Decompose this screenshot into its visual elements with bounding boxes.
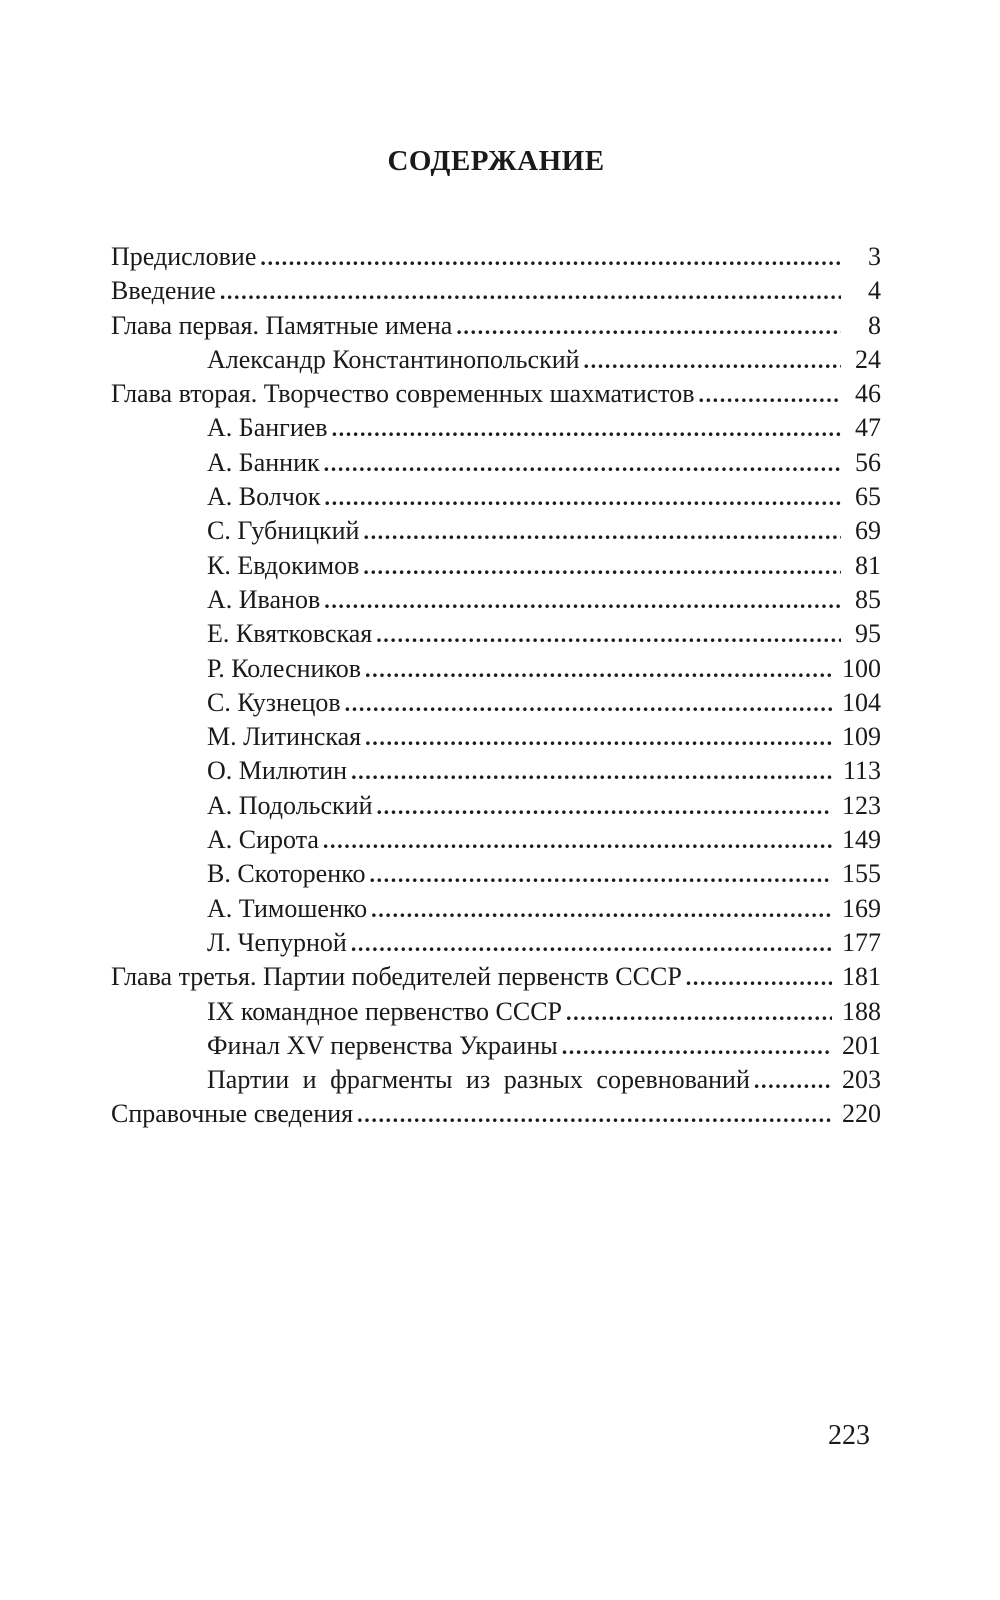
toc-entry (111, 240, 881, 274)
toc-entry-title: А. Волчок (207, 482, 321, 512)
toc-entry (111, 960, 881, 994)
toc-entry-title: Финал XV первенства Украины (207, 1030, 558, 1060)
toc-entry (111, 480, 881, 514)
toc-entry-page: 123 (842, 790, 881, 820)
toc-entry-title: А. Банник (207, 447, 320, 477)
toc-entry-page: 3 (868, 242, 881, 271)
toc-entry-page: 100 (842, 653, 881, 683)
toc-entry (111, 926, 881, 960)
toc-entry-page: 4 (868, 276, 881, 306)
toc-entry-page: 181 (842, 962, 881, 992)
dot-leader (363, 515, 841, 549)
toc-entry-page: 85 (855, 584, 881, 614)
toc-entry-title: Р. Колесников (207, 653, 362, 683)
toc-entry-title: Л. Чепурной (207, 927, 347, 957)
toc-entry (111, 343, 881, 377)
dot-leader (324, 447, 841, 481)
toc-entry-page: 56 (855, 447, 881, 477)
toc-entry-title: С. Кузнецов (207, 687, 341, 717)
toc-entry (111, 857, 881, 891)
toc-entry (111, 652, 881, 686)
toc-entry (111, 720, 881, 754)
toc-entry-page: 149 (842, 825, 881, 855)
toc-entry (111, 617, 881, 651)
page-number: 223 (828, 1420, 870, 1451)
toc-entry (111, 514, 881, 548)
dot-leader (376, 618, 841, 652)
toc-entry (111, 1097, 881, 1131)
toc-entry (111, 274, 881, 308)
toc-entry-title: А. Сирота (207, 825, 319, 855)
dot-leader (351, 755, 833, 789)
toc-entry (111, 754, 881, 788)
toc-entry-page: 169 (842, 893, 881, 923)
toc-entry-title: А. Иванов (207, 584, 321, 614)
dot-leader (365, 653, 832, 687)
toc-entry-title: А. Тимошенко (207, 893, 368, 923)
toc-entry-page: 220 (842, 1099, 881, 1129)
dot-leader (324, 481, 841, 515)
dot-leader (220, 275, 841, 309)
toc-entry-title: Введение (111, 276, 216, 306)
toc-entry-title: Александр Константинопольский (207, 344, 580, 374)
toc-entry (111, 549, 881, 583)
toc-entry-title: Глава третья. Партии победителей первенств СССР (111, 962, 682, 992)
dot-leader (456, 310, 841, 344)
dot-leader (584, 344, 841, 378)
toc-entry (111, 446, 881, 480)
dot-leader (371, 893, 832, 927)
toc-entry (111, 686, 881, 720)
dot-leader (260, 241, 841, 275)
toc-entry-title: Глава вторая. Творчество современных шахматистов (111, 379, 695, 409)
dot-leader (754, 1064, 832, 1098)
toc-entry-title: А. Бангиев (207, 413, 328, 443)
toc-entry-title: Глава первая. Памятные имена (111, 310, 453, 340)
toc-entry (111, 1063, 881, 1097)
toc-entry-page: 155 (842, 859, 881, 889)
toc-entry-page: 69 (855, 516, 881, 546)
toc-entry-title: С. Губницкий (207, 516, 360, 546)
toc-entry-page: 81 (855, 550, 881, 580)
toc-entry-title: Справочные сведения (111, 1099, 354, 1129)
toc-entry-title: К. Евдокимов (207, 550, 360, 580)
dot-leader (363, 550, 841, 584)
toc-entry-title: Предисловие (111, 242, 257, 271)
dot-leader (562, 1030, 832, 1064)
toc-entry-title: А. Подольский (207, 790, 373, 820)
toc-entry-title: Е. Квятковская (207, 619, 373, 649)
toc-entry-title: О. Милютин (207, 756, 348, 786)
toc-entry (111, 377, 881, 411)
toc-entry-page: 188 (842, 996, 881, 1026)
toc-entry-page: 65 (855, 482, 881, 512)
toc-entry (111, 823, 881, 857)
dot-leader (369, 858, 832, 892)
toc-entry-title: М. Литинская (207, 722, 362, 752)
toc-entry-page: 47 (855, 413, 881, 443)
toc-entry (111, 1029, 881, 1063)
toc-entry (111, 583, 881, 617)
toc-entry (111, 892, 881, 926)
dot-leader (324, 584, 841, 618)
toc-entry (111, 995, 881, 1029)
dot-leader (365, 721, 832, 755)
dot-leader (377, 790, 832, 824)
dot-leader (698, 378, 841, 412)
table-of-contents (111, 240, 881, 1132)
dot-leader (357, 1098, 832, 1132)
toc-entry-page: 46 (855, 379, 881, 409)
page-title: СОДЕРЖАНИЕ (387, 145, 605, 178)
toc-entry-page: 104 (842, 687, 881, 717)
toc-entry-page: 24 (855, 344, 881, 374)
dot-leader (686, 961, 832, 995)
toc-entry-page: 109 (842, 722, 881, 752)
toc-entry-page: 95 (855, 619, 881, 649)
toc-entry-title: Партии и фрагменты из разных соревнований (207, 1065, 750, 1095)
toc-entry-page: 201 (842, 1030, 881, 1060)
dot-leader (332, 412, 841, 446)
dot-leader (351, 927, 832, 961)
dot-leader (323, 824, 832, 858)
toc-entry-page: 8 (868, 310, 881, 340)
toc-entry-title: IX командное первенство СССР (207, 996, 562, 1026)
toc-entry (111, 309, 881, 343)
dot-leader (566, 996, 832, 1030)
toc-entry-page: 113 (842, 756, 881, 786)
toc-entry-page: 177 (842, 927, 881, 957)
toc-entry-page: 203 (842, 1065, 881, 1095)
toc-entry (111, 411, 881, 445)
toc-entry-title: В. Скоторенко (207, 859, 366, 889)
toc-entry (111, 789, 881, 823)
dot-leader (345, 687, 832, 721)
